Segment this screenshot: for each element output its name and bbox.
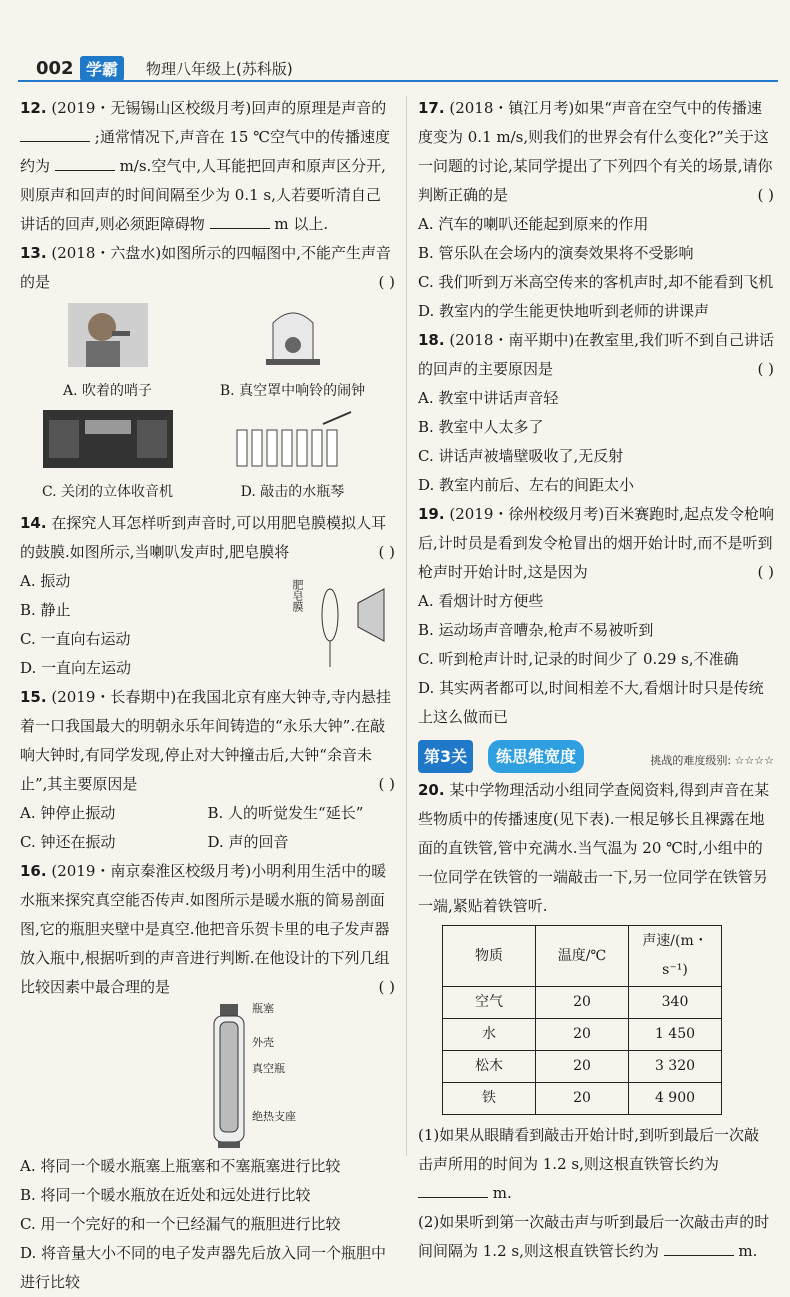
question-19: 19. (2019・徐州校级月考)百米赛跑时,起点发令枪响后,计时员是看到发令枪冒出的烟开始计时,而不是听到枪声时开始计时,这是因为 ( ) bbox=[418, 505, 775, 581]
question-16: 16. (2019・南京秦淮区校级月考)小明利用生活中的暖水瓶来探究真空能否传声.如图所示是暖水瓶的简易剖面图,它的瓶胆夹壁中是真空.他把音乐贺卡里的电子发声器放入瓶中,根据听到的声音进行判断.在他设计的下列几组比较因素中最合理的是 ( ) bbox=[20, 862, 395, 996]
option-b[interactable]: B. 人的听觉发生“延长” bbox=[207, 804, 364, 822]
shell-label: 外壳 bbox=[252, 1036, 274, 1049]
header-rule bbox=[18, 80, 778, 82]
q13-figures-bottom bbox=[20, 410, 395, 507]
right-column bbox=[418, 94, 774, 1266]
table-row: 松木 20 3 320 bbox=[443, 1051, 722, 1083]
column-divider bbox=[406, 96, 407, 1156]
table-header: 物质 bbox=[443, 926, 536, 987]
option-b[interactable]: B. 将同一个暖水瓶放在近处和远处进行比较 bbox=[20, 1186, 311, 1204]
vacuum-flask-label: 真空瓶 bbox=[252, 1062, 285, 1075]
answer-blank[interactable] bbox=[664, 1239, 734, 1256]
option-c[interactable]: C. 听到枪声计时,记录的时间少了 0.29 s,不准确 bbox=[418, 650, 739, 668]
option-d[interactable]: D. 教室内的学生能更快地听到老师的讲课声 bbox=[418, 302, 710, 320]
option-b-caption: B. 真空罩中响铃的闹钟 bbox=[219, 383, 366, 399]
option-c[interactable]: C. 钟还在振动 bbox=[20, 833, 116, 851]
answer-blank[interactable] bbox=[55, 154, 115, 171]
option-a[interactable]: A. 振动 bbox=[20, 572, 71, 590]
table-header-row bbox=[443, 926, 722, 987]
table-row: 铁 20 4 900 bbox=[443, 1083, 722, 1115]
option-d[interactable]: D. 其实两者都可以,时间相差不大,看烟计时只是传统上这么做而已 bbox=[418, 679, 764, 726]
option-d[interactable]: D. 一直向左运动 bbox=[20, 659, 132, 677]
option-d-caption: D. 敲击的水瓶琴 bbox=[240, 484, 345, 500]
insulating-support-label: 绝热支座 bbox=[252, 1110, 296, 1123]
option-a[interactable]: A. 钟停止振动 bbox=[20, 804, 116, 822]
level-title: 练思维宽度 bbox=[488, 740, 584, 773]
option-a[interactable]: A. 将同一个暖水瓶塞上瓶塞和不塞瓶塞进行比较 bbox=[20, 1157, 341, 1175]
option-c[interactable]: C. 一直向右运动 bbox=[20, 630, 131, 648]
question-18: 18. (2018・南平期中)在教室里,我们听不到自己讲话的回声的主要原因是 ( ) bbox=[418, 331, 775, 378]
q15-options-row-1 bbox=[20, 799, 395, 828]
bell-jar-image bbox=[258, 301, 328, 367]
q13-figures-top bbox=[20, 301, 395, 406]
question-20-part-1: (1)如果从眼睛看到敲击开始计时,到听到最后一次敲击声所用的时间为 1.2 s,则这根直铁管长约为 m. bbox=[418, 1126, 760, 1202]
soap-film-label: 肥皂膜 bbox=[291, 579, 304, 612]
question-13: 13. (2018・六盘水)如图所示的四幅图中,不能产生声音的是 ( ) bbox=[20, 244, 395, 291]
question-15: 15. (2019・长春期中)在我国北京有座大钟寺,寺内悬挂着一口我国最大的明朝永乐年间铸造的“永乐大钟”.在敲响大钟时,有同学发现,停止对大钟撞击后,大钟“余音未止”,其主要原因是 ( ) bbox=[20, 688, 395, 793]
table-header: 声速/(m・s⁻¹) bbox=[629, 926, 722, 987]
page-number: 002 bbox=[36, 58, 74, 79]
question-20-part-2: (2)如果听到第一次敲击声与听到最后一次敲击声的时间间隔为 1.2 s,则这根直铁管长约为 m. bbox=[418, 1213, 770, 1260]
answer-blank[interactable] bbox=[20, 125, 90, 142]
option-c[interactable]: C. 用一个完好的和一个已经漏气的瓶胆进行比较 bbox=[20, 1215, 341, 1233]
question-17: 17. (2018・镇江月考)如果“声音在空气中的传播速度变为 0.1 m/s,则我们的世界会有什么变化?”关于这一问题的讨论,某同学提出了下列四个有关的场景,请你判断正确的是 ( ) bbox=[418, 99, 774, 204]
table-row: 空气 20 340 bbox=[443, 987, 722, 1019]
option-a[interactable]: A. 教室中讲话声音轻 bbox=[418, 389, 559, 407]
option-b[interactable]: B. 运动场声音嘈杂,枪声不易被听到 bbox=[418, 621, 654, 639]
level-banner bbox=[418, 738, 774, 772]
whistle-boy-image bbox=[68, 303, 148, 367]
q14-options bbox=[20, 567, 395, 683]
option-c-caption: C. 关闭的立体收音机 bbox=[41, 484, 174, 500]
left-column bbox=[20, 94, 395, 1297]
option-d[interactable]: D. 声的回音 bbox=[207, 833, 289, 851]
thermos-figure bbox=[20, 1002, 395, 1152]
question-20: 20. 某中学物理活动小组同学查阅资料,得到声音在某些物质中的传播速度(见下表).一根足够长且裸露在地面的直铁管,管中充满水.当气温为 20 ℃时,小组中的一位同学在铁管的一端敲击一下,另一位同学在铁管另一端,紧贴着铁管听. bbox=[418, 781, 770, 915]
book-subtitle: 物理八年级上(苏科版) bbox=[146, 60, 293, 78]
option-d[interactable]: D. 将音量大小不同的电子发声器先后放入同一个瓶胆中进行比较 bbox=[20, 1244, 387, 1291]
option-c[interactable]: C. 我们听到万米高空传来的客机声时,却不能看到飞机 bbox=[418, 273, 774, 291]
q15-options-row-2 bbox=[20, 828, 395, 857]
option-a-caption: A. 吹着的哨子 bbox=[62, 383, 152, 399]
level-tag: 第3关 bbox=[418, 740, 473, 773]
thermos-image bbox=[210, 1004, 250, 1150]
option-c[interactable]: C. 讲话声被墙壁吸收了,无反射 bbox=[418, 447, 624, 465]
brand-badge: 学霸 bbox=[80, 56, 124, 81]
soap-film-speaker-image bbox=[300, 559, 390, 679]
difficulty-rating: 挑战的难度级别: ☆☆☆☆ bbox=[650, 754, 774, 767]
water-bottles-image bbox=[233, 410, 353, 468]
sound-speed-table bbox=[442, 925, 722, 1115]
page-header bbox=[18, 52, 778, 86]
option-b[interactable]: B. 静止 bbox=[20, 601, 71, 619]
option-a[interactable]: A. 汽车的喇叭还能起到原来的作用 bbox=[418, 215, 649, 233]
table-header: 温度/℃ bbox=[536, 926, 629, 987]
table-row: 水 20 1 450 bbox=[443, 1019, 722, 1051]
answer-blank[interactable] bbox=[418, 1181, 488, 1198]
answer-blank[interactable] bbox=[210, 212, 270, 229]
option-b[interactable]: B. 教室中人太多了 bbox=[418, 418, 544, 436]
option-b[interactable]: B. 管乐队在会场内的演奏效果将不受影响 bbox=[418, 244, 694, 262]
option-a[interactable]: A. 看烟计时方便些 bbox=[418, 592, 544, 610]
radio-image bbox=[43, 410, 173, 468]
option-d[interactable]: D. 教室内前后、左右的间距太小 bbox=[418, 476, 635, 494]
question-14: 14. 在探究人耳怎样听到声音时,可以用肥皂膜模拟人耳的鼓膜.如图所示,当喇叭发声时,肥皂膜将 ( ) bbox=[20, 514, 395, 561]
question-12: 12. (2019・无锡锡山区校级月考)回声的原理是声音的 ;通常情况下,声音在 15 ℃空气中的传播速度约为 m/s.空气中,人耳能把回声和原声区分开,则原声和回声的时间间隔至少为 0.1 s,人若要听清自己讲话的回声,则必须距障碍物 m 以上. bbox=[20, 99, 391, 233]
stopper-label: 瓶塞 bbox=[252, 1002, 274, 1015]
